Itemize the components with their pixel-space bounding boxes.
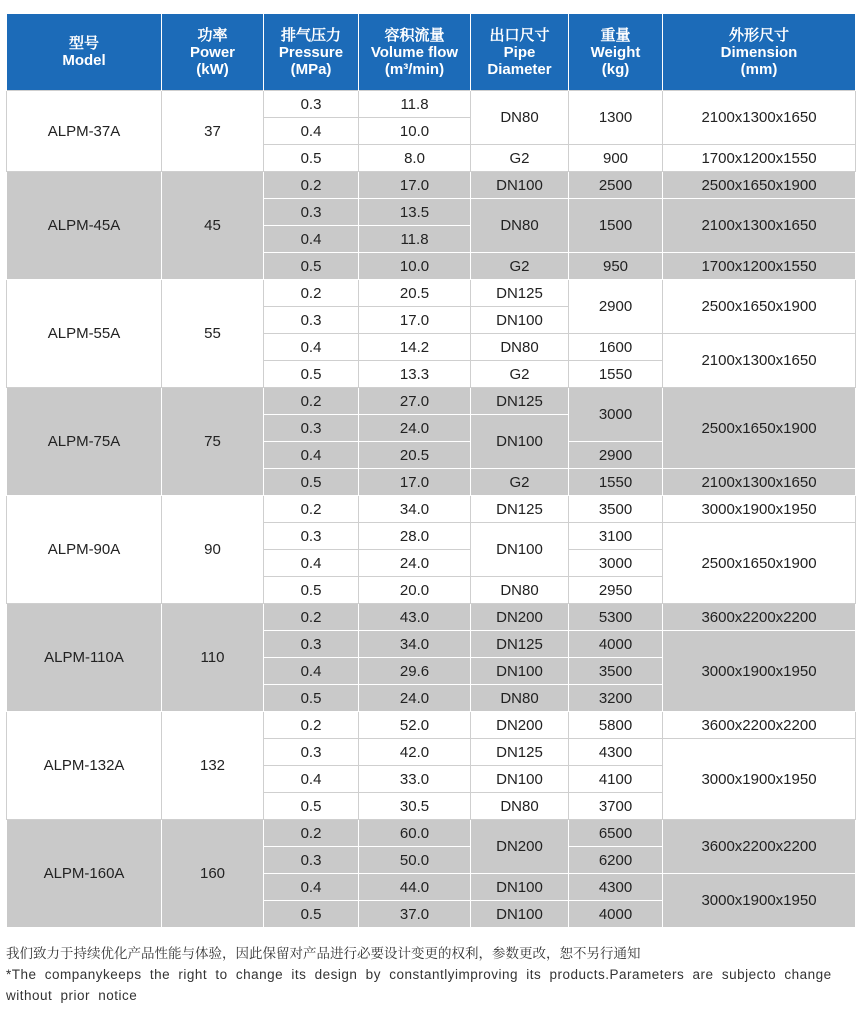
- weight-cell: 4000: [569, 631, 663, 658]
- flow-cell: 24.0: [359, 415, 471, 442]
- weight-cell: 4300: [569, 739, 663, 766]
- header-pressure-cn: 排气压力: [280, 26, 341, 44]
- weight-cell: 2900: [569, 280, 663, 334]
- pressure-cell: 0.5: [264, 253, 359, 280]
- header-power: [162, 14, 264, 91]
- dimension-cell: 2100x1300x1650: [663, 469, 856, 496]
- flow-cell: 17.0: [359, 307, 471, 334]
- weight-cell: 4000: [569, 901, 663, 928]
- pipe-cell: DN100: [471, 901, 569, 928]
- pressure-cell: 0.4: [264, 550, 359, 577]
- flow-cell: 33.0: [359, 766, 471, 793]
- pipe-cell: DN125: [471, 496, 569, 523]
- footnotes: [6, 944, 854, 1006]
- dimension-cell: 1700x1200x1550: [663, 253, 856, 280]
- footnote-en: *The companykeeps the right to change its design by constantlyimproving its products.Parameters are subjecto change without prior notice: [6, 967, 832, 1003]
- flow-cell: 20.5: [359, 280, 471, 307]
- pressure-cell: 0.3: [264, 631, 359, 658]
- flow-cell: 42.0: [359, 739, 471, 766]
- footnote-cn: 我们致力于持续优化产品性能与体验，因此保留对产品进行必要设计变更的权利，参数更改，恕不另行通知: [6, 946, 641, 961]
- power-cell: 110: [162, 604, 264, 712]
- header-weight: [569, 14, 663, 91]
- flow-cell: 20.0: [359, 577, 471, 604]
- dimension-cell: 1700x1200x1550: [663, 145, 856, 172]
- dimension-cell: 2100x1300x1650: [663, 334, 856, 388]
- table-row: [7, 280, 856, 307]
- model-cell: ALPM-90A: [7, 496, 162, 604]
- dimension-cell: 3000x1900x1950: [663, 631, 856, 712]
- model-cell: ALPM-75A: [7, 388, 162, 496]
- dimension-cell: 3000x1900x1950: [663, 739, 856, 820]
- header-weight-cn: 重量: [600, 26, 631, 44]
- flow-cell: 44.0: [359, 874, 471, 901]
- weight-cell: 3000: [569, 550, 663, 577]
- pipe-cell: DN125: [471, 280, 569, 307]
- weight-cell: 900: [569, 145, 663, 172]
- header-power-unit: (kW): [196, 60, 229, 78]
- flow-cell: 34.0: [359, 496, 471, 523]
- table-row: [7, 712, 856, 739]
- weight-cell: 1550: [569, 361, 663, 388]
- flow-cell: 43.0: [359, 604, 471, 631]
- pipe-cell: G2: [471, 361, 569, 388]
- flow-cell: 13.5: [359, 199, 471, 226]
- header-pipe: [471, 14, 569, 91]
- pipe-cell: DN125: [471, 631, 569, 658]
- weight-cell: 3500: [569, 658, 663, 685]
- power-cell: 90: [162, 496, 264, 604]
- model-cell: ALPM-110A: [7, 604, 162, 712]
- flow-cell: 24.0: [359, 550, 471, 577]
- pressure-cell: 0.3: [264, 91, 359, 118]
- flow-cell: 14.2: [359, 334, 471, 361]
- header-model-en: Model: [62, 52, 106, 69]
- pipe-cell: DN80: [471, 334, 569, 361]
- pipe-cell: DN80: [471, 577, 569, 604]
- pressure-cell: 0.4: [264, 334, 359, 361]
- dimension-cell: 3000x1900x1950: [663, 874, 856, 928]
- pipe-cell: DN100: [471, 766, 569, 793]
- power-cell: 45: [162, 172, 264, 280]
- pressure-cell: 0.3: [264, 199, 359, 226]
- weight-cell: 950: [569, 253, 663, 280]
- weight-cell: 1300: [569, 91, 663, 145]
- power-cell: 132: [162, 712, 264, 820]
- pressure-cell: 0.2: [264, 820, 359, 847]
- pressure-cell: 0.5: [264, 793, 359, 820]
- pipe-cell: DN80: [471, 199, 569, 253]
- dimension-cell: 2500x1650x1900: [663, 172, 856, 199]
- pressure-cell: 0.2: [264, 604, 359, 631]
- spec-table: [6, 14, 856, 928]
- header-dimension-unit: (mm): [740, 60, 778, 78]
- header-power-en: Power: [189, 43, 235, 61]
- weight-cell: 6500: [569, 820, 663, 847]
- pressure-cell: 0.5: [264, 577, 359, 604]
- dimension-cell: 2500x1650x1900: [663, 523, 856, 604]
- pipe-cell: DN200: [471, 820, 569, 874]
- spec-body: [7, 91, 856, 928]
- flow-cell: 28.0: [359, 523, 471, 550]
- dimension-cell: 3600x2200x2200: [663, 820, 856, 874]
- pipe-cell: DN125: [471, 388, 569, 415]
- pipe-cell: DN80: [471, 685, 569, 712]
- model-cell: ALPM-55A: [7, 280, 162, 388]
- pressure-cell: 0.2: [264, 172, 359, 199]
- model-cell: ALPM-160A: [7, 820, 162, 928]
- weight-cell: 3200: [569, 685, 663, 712]
- weight-cell: 3700: [569, 793, 663, 820]
- flow-cell: 24.0: [359, 685, 471, 712]
- weight-cell: 6200: [569, 847, 663, 874]
- model-cell: ALPM-37A: [7, 91, 162, 172]
- pressure-cell: 0.5: [264, 361, 359, 388]
- weight-cell: 2900: [569, 442, 663, 469]
- table-row: [7, 388, 856, 415]
- header-flow-unit: (m³/min): [384, 60, 445, 78]
- pressure-cell: 0.3: [264, 307, 359, 334]
- weight-cell: 3500: [569, 496, 663, 523]
- flow-cell: 50.0: [359, 847, 471, 874]
- flow-cell: 20.5: [359, 442, 471, 469]
- weight-cell: 2950: [569, 577, 663, 604]
- flow-cell: 52.0: [359, 712, 471, 739]
- flow-cell: 17.0: [359, 172, 471, 199]
- dimension-cell: 2100x1300x1650: [663, 199, 856, 253]
- header-dimension-en: Dimension: [720, 43, 798, 61]
- header-dimension-cn: 外形尺寸: [728, 26, 789, 44]
- weight-cell: 1550: [569, 469, 663, 496]
- pressure-cell: 0.3: [264, 415, 359, 442]
- table-row: [7, 496, 856, 523]
- dimension-cell: 3000x1900x1950: [663, 496, 856, 523]
- power-cell: 55: [162, 280, 264, 388]
- flow-cell: 30.5: [359, 793, 471, 820]
- header-model: [7, 14, 162, 91]
- weight-cell: 4300: [569, 874, 663, 901]
- flow-cell: 13.3: [359, 361, 471, 388]
- pressure-cell: 0.2: [264, 712, 359, 739]
- power-cell: 75: [162, 388, 264, 496]
- pressure-cell: 0.3: [264, 523, 359, 550]
- table-row: [7, 91, 856, 118]
- dimension-cell: 2500x1650x1900: [663, 280, 856, 334]
- header-pipe-en2: Diameter: [487, 60, 552, 78]
- pressure-cell: 0.5: [264, 685, 359, 712]
- pipe-cell: DN80: [471, 91, 569, 145]
- dimension-cell: 3600x2200x2200: [663, 712, 856, 739]
- flow-cell: 10.0: [359, 253, 471, 280]
- flow-cell: 10.0: [359, 118, 471, 145]
- header-pressure-unit: (MPa): [290, 60, 332, 78]
- dimension-cell: 2100x1300x1650: [663, 91, 856, 145]
- pipe-cell: DN100: [471, 523, 569, 577]
- pressure-cell: 0.4: [264, 226, 359, 253]
- pipe-cell: DN100: [471, 874, 569, 901]
- pressure-cell: 0.2: [264, 280, 359, 307]
- pressure-cell: 0.4: [264, 442, 359, 469]
- pressure-cell: 0.5: [264, 901, 359, 928]
- header-weight-unit: (kg): [601, 60, 630, 78]
- power-cell: 160: [162, 820, 264, 928]
- pressure-cell: 0.5: [264, 469, 359, 496]
- pipe-cell: G2: [471, 469, 569, 496]
- weight-cell: 1600: [569, 334, 663, 361]
- header-model-cn: 型号: [68, 35, 99, 52]
- pressure-cell: 0.4: [264, 766, 359, 793]
- pipe-cell: DN200: [471, 604, 569, 631]
- flow-cell: 17.0: [359, 469, 471, 496]
- flow-cell: 11.8: [359, 91, 471, 118]
- pipe-cell: G2: [471, 145, 569, 172]
- header-row: [7, 14, 856, 91]
- header-flow-en: Volume flow: [370, 43, 459, 61]
- pipe-cell: G2: [471, 253, 569, 280]
- flow-cell: 27.0: [359, 388, 471, 415]
- header-dimension: [663, 14, 856, 91]
- header-flow: [359, 14, 471, 91]
- dimension-cell: 2500x1650x1900: [663, 388, 856, 469]
- pipe-cell: DN100: [471, 172, 569, 199]
- pipe-cell: DN100: [471, 307, 569, 334]
- table-row: [7, 820, 856, 847]
- pressure-cell: 0.2: [264, 388, 359, 415]
- flow-cell: 34.0: [359, 631, 471, 658]
- pressure-cell: 0.2: [264, 496, 359, 523]
- pipe-cell: DN100: [471, 658, 569, 685]
- flow-cell: 11.8: [359, 226, 471, 253]
- header-flow-cn: 容积流量: [384, 26, 445, 44]
- weight-cell: 5800: [569, 712, 663, 739]
- model-cell: ALPM-45A: [7, 172, 162, 280]
- header-pipe-cn: 出口尺寸: [489, 26, 550, 44]
- pipe-cell: DN80: [471, 793, 569, 820]
- dimension-cell: 3600x2200x2200: [663, 604, 856, 631]
- weight-cell: 3000: [569, 388, 663, 442]
- weight-cell: 4100: [569, 766, 663, 793]
- power-cell: 37: [162, 91, 264, 172]
- weight-cell: 5300: [569, 604, 663, 631]
- header-pipe-en: Pipe: [503, 43, 536, 61]
- pipe-cell: DN100: [471, 415, 569, 469]
- flow-cell: 29.6: [359, 658, 471, 685]
- table-row: [7, 172, 856, 199]
- pressure-cell: 0.5: [264, 145, 359, 172]
- table-row: [7, 604, 856, 631]
- pipe-cell: DN200: [471, 712, 569, 739]
- header-weight-en: Weight: [590, 43, 641, 61]
- pressure-cell: 0.3: [264, 739, 359, 766]
- header-pressure: [264, 14, 359, 91]
- weight-cell: 2500: [569, 172, 663, 199]
- pressure-cell: 0.4: [264, 658, 359, 685]
- model-cell: ALPM-132A: [7, 712, 162, 820]
- pressure-cell: 0.4: [264, 874, 359, 901]
- flow-cell: 37.0: [359, 901, 471, 928]
- pressure-cell: 0.3: [264, 847, 359, 874]
- weight-cell: 3100: [569, 523, 663, 550]
- pressure-cell: 0.4: [264, 118, 359, 145]
- header-pressure-en: Pressure: [278, 43, 344, 61]
- flow-cell: 8.0: [359, 145, 471, 172]
- flow-cell: 60.0: [359, 820, 471, 847]
- weight-cell: 1500: [569, 199, 663, 253]
- pipe-cell: DN125: [471, 739, 569, 766]
- header-power-cn: 功率: [197, 26, 228, 44]
